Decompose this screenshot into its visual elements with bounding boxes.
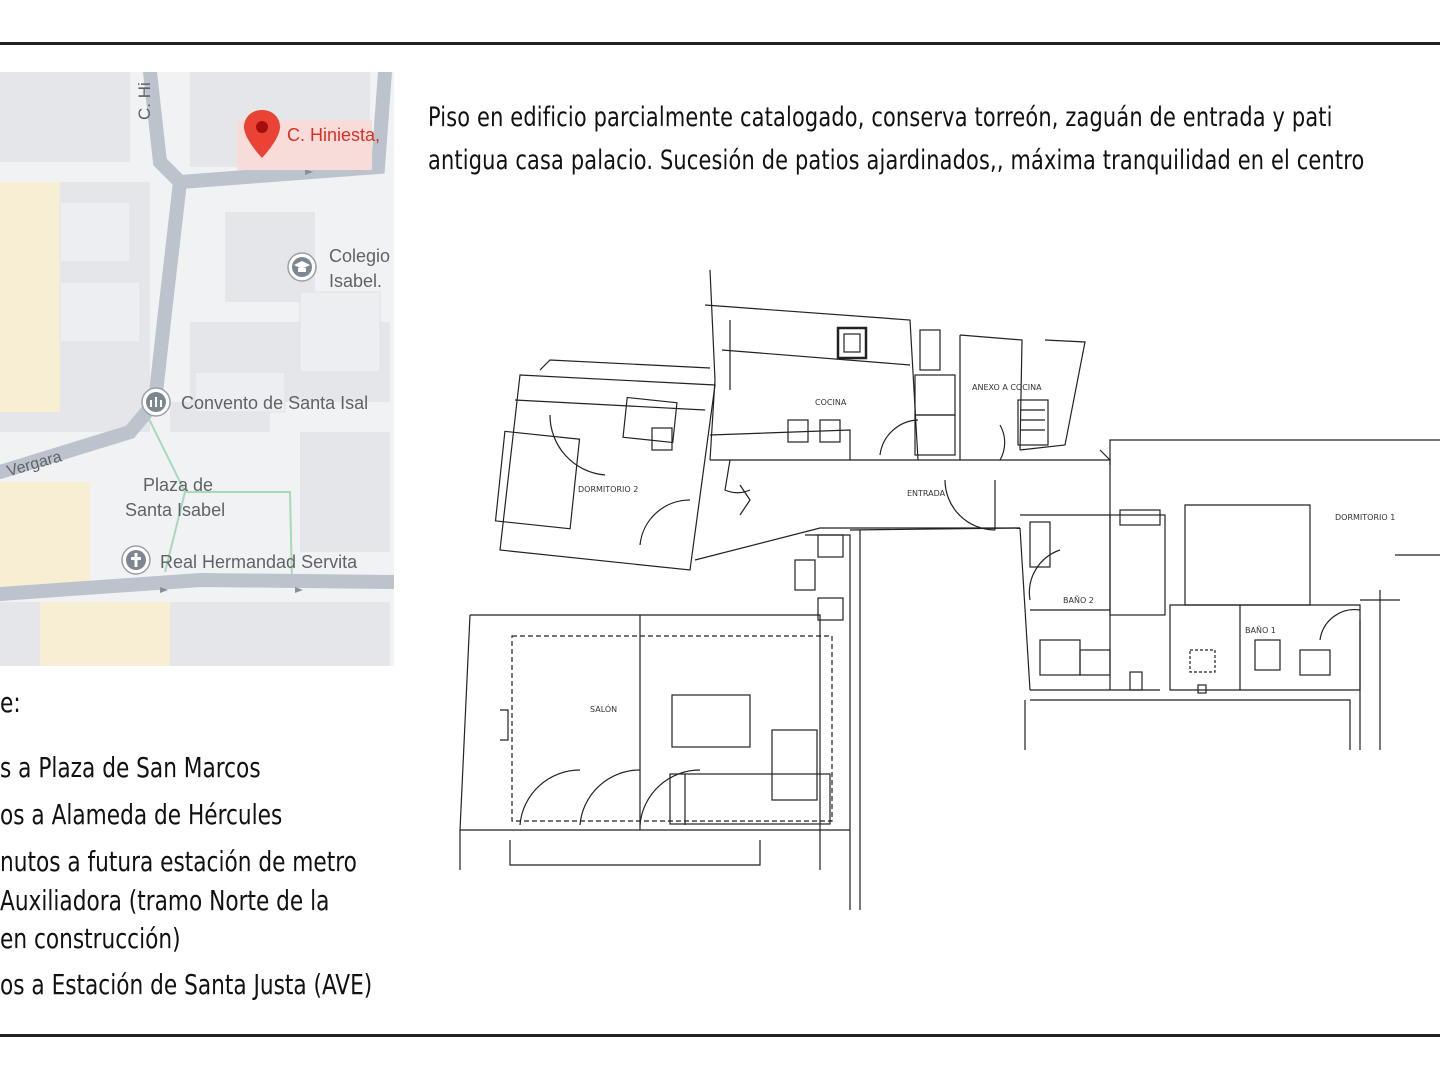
top-divider bbox=[0, 42, 1440, 45]
room-label-dormitorio-1: DORMITORIO 1 bbox=[1335, 513, 1396, 522]
room-label-bano-1: BAÑO 1 bbox=[1245, 626, 1276, 635]
school-label-line1: Colegio bbox=[329, 246, 391, 266]
school-label-line2: Isabel. bbox=[329, 271, 383, 291]
room-label-entrada: ENTRADA bbox=[907, 489, 946, 498]
map-canvas bbox=[0, 72, 394, 666]
church-icon[interactable] bbox=[122, 546, 150, 574]
street-label-top: C. Hi bbox=[135, 82, 154, 120]
room-label-salon: SALÓN bbox=[590, 705, 618, 714]
property-description bbox=[428, 96, 1374, 182]
distance-item-3-cont2: en construcción) bbox=[0, 922, 181, 955]
distance-item-2: os a Alameda de Hércules bbox=[0, 798, 283, 831]
plaza-label-line2: Santa Isabel bbox=[125, 500, 226, 520]
floor-plan-drawing bbox=[440, 260, 1440, 920]
convent-icon[interactable] bbox=[142, 388, 170, 416]
convent-label: Convento de Santa Isal bbox=[181, 393, 369, 413]
church-label: Real Hermandad Servita bbox=[160, 552, 358, 572]
description-line-1: Piso en edificio parcialmente catalogado, conserva torreón, zaguán de entrada y pati bbox=[428, 102, 1333, 133]
distances-heading: e: bbox=[0, 686, 21, 719]
plaza-label-line1: Plaza de bbox=[143, 475, 214, 495]
floor-plan bbox=[440, 260, 1440, 920]
school-icon[interactable] bbox=[288, 253, 316, 281]
street-label-vergara: Vergara bbox=[5, 448, 64, 481]
room-label-bano-2: BAÑO 2 bbox=[1063, 596, 1094, 605]
pin-label[interactable]: C. Hiniesta, bbox=[287, 125, 381, 145]
distance-item-3: nutos a futura estación de metro bbox=[0, 845, 357, 878]
room-label-anexo: ANEXO A COCINA bbox=[972, 383, 1042, 392]
location-map[interactable] bbox=[0, 72, 394, 666]
distance-item-3-cont: Auxiliadora (tramo Norte de la bbox=[0, 884, 330, 917]
room-label-dormitorio-2: DORMITORIO 2 bbox=[578, 485, 639, 494]
description-line-2: antigua casa palacio. Sucesión de patios ajardinados,, máxima tranquilidad en el centro bbox=[428, 145, 1365, 176]
distance-item-1: s a Plaza de San Marcos bbox=[0, 751, 261, 784]
room-label-cocina: COCINA bbox=[815, 398, 847, 407]
distance-item-4: os a Estación de Santa Justa (AVE) bbox=[0, 968, 373, 1001]
bottom-divider bbox=[0, 1034, 1440, 1037]
